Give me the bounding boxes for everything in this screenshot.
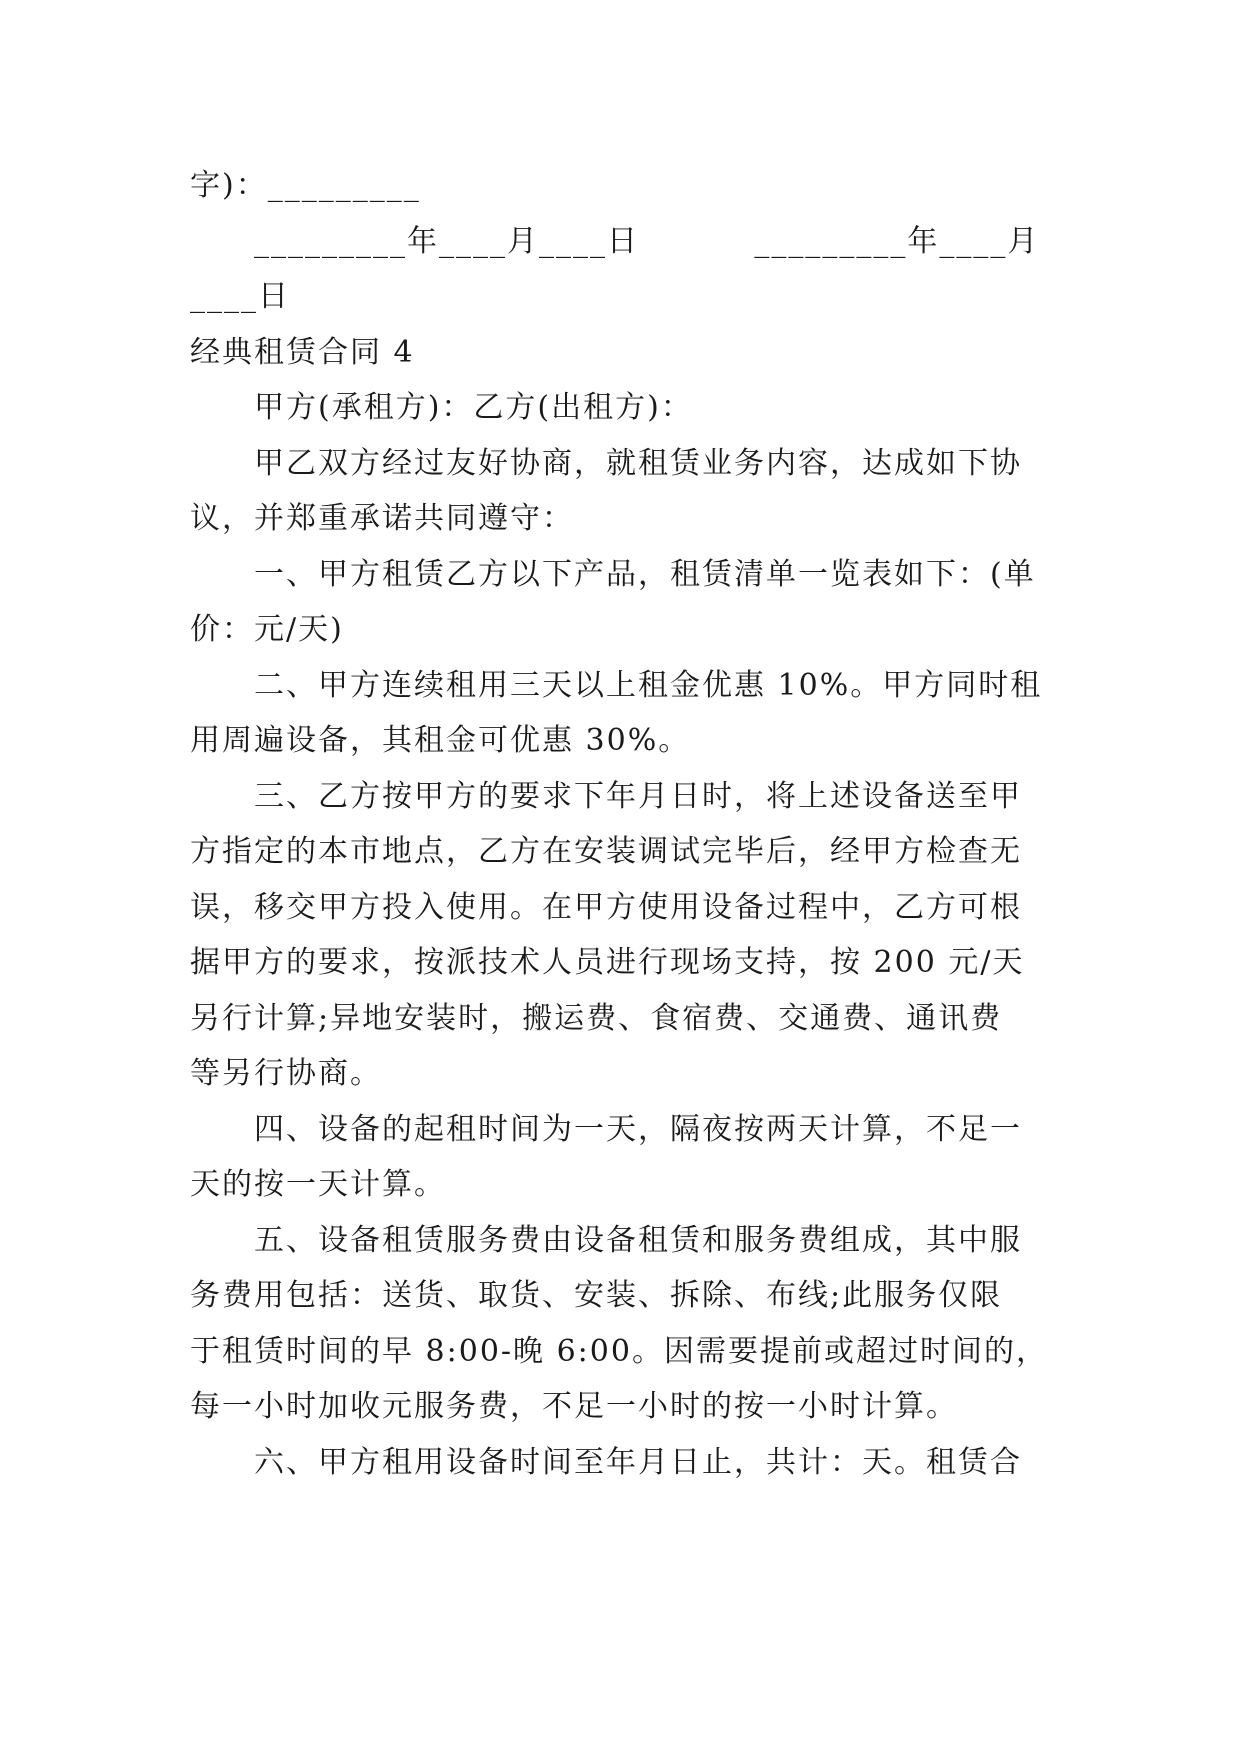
clause-line: 一、甲方租赁乙方以下产品，租赁清单一览表如下：(单 [254, 557, 1036, 592]
clause-line: 天的按一天计算。 [190, 1167, 446, 1202]
clause-line: 误，移交甲方投入使用。在甲方使用设备过程中，乙方可根 [190, 890, 1022, 925]
clause-line: 每一小时加收元服务费，不足一小时的按一小时计算。 [190, 1389, 958, 1424]
clause-line: 价：元/天) [190, 612, 344, 647]
clause-line: 另行计算;异地安装时，搬运费、食宿费、交通费、通讯费 [190, 1001, 1003, 1036]
clause-line: 方指定的本市地点，乙方在安装调试完毕后，经甲方检查无 [190, 834, 1022, 869]
clause-line: 用周遍设备，其租金可优惠 30%。 [190, 723, 691, 758]
date-line-continued: ____日 [190, 279, 290, 314]
clause-line: 三、乙方按甲方的要求下年月日时，将上述设备送至甲 [254, 779, 1022, 814]
signature-line: 字)：_________ [190, 168, 421, 203]
clause-line: 等另行协商。 [190, 1056, 382, 1091]
clause-line: 四、设备的起租时间为一天，隔夜按两天计算，不足一 [254, 1112, 1022, 1147]
clause-line: 六、甲方租用设备时间至年月日止，共计：天。租赁合 [254, 1445, 1022, 1480]
clause-line: 据甲方的要求，按派技术人员进行现场支持，按 200 元/天 [190, 945, 1025, 980]
paragraph-line: 甲乙双方经过友好协商，就租赁业务内容，达成如下协 [254, 446, 1022, 481]
clause-line: 二、甲方连续租用三天以上租金优惠 10%。甲方同时租 [254, 668, 1043, 703]
date-line: _________年____月____日 _________年____月 [254, 224, 1040, 259]
clause-line: 五、设备租赁服务费由设备租赁和服务费组成，其中服 [254, 1223, 1022, 1258]
clause-line: 务费用包括：送货、取货、安装、拆除、布线;此服务仅限 [190, 1278, 1003, 1313]
clause-line: 于租赁时间的早 8:00-晚 6:00。因需要提前或超过时间的， [190, 1334, 1048, 1369]
section-title: 经典租赁合同 4 [190, 335, 415, 370]
paragraph-line: 议，并郑重承诺共同遵守： [190, 501, 574, 536]
parties-line: 甲方(承租方)：乙方(出租方)： [254, 390, 693, 425]
